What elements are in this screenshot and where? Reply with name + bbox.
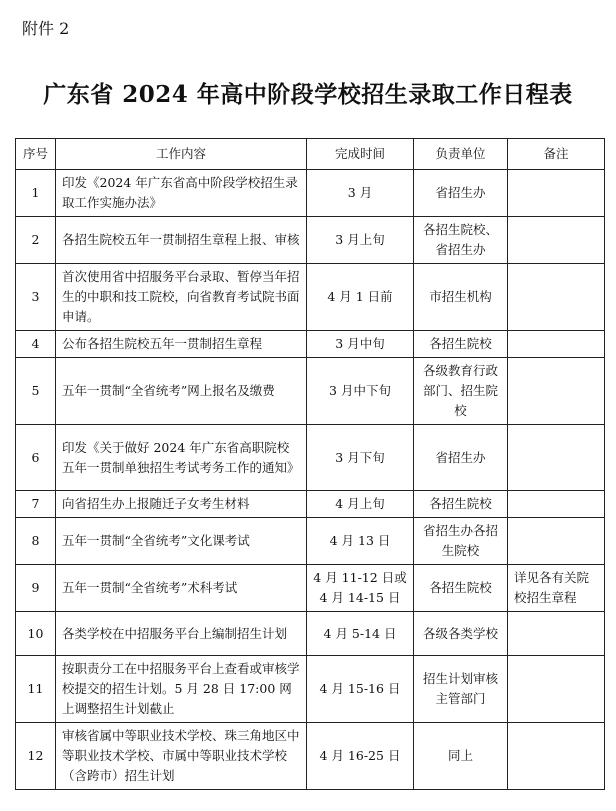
unit-cell: 各级各类学校 xyxy=(414,612,508,656)
schedule-table xyxy=(15,138,605,790)
time-cell: 4 月 15-16 日 xyxy=(307,656,414,723)
table-header-row xyxy=(16,139,605,170)
row-number-cell: 9 xyxy=(16,565,56,612)
unit-cell: 省招生办 xyxy=(414,170,508,217)
content-cell: 印发《2024 年广东省高中阶段学校招生录取工作实施办法》 xyxy=(56,170,307,217)
note-cell xyxy=(508,656,605,723)
table-row xyxy=(16,358,605,425)
note-cell xyxy=(508,264,605,331)
time-cell: 3 月 xyxy=(307,170,414,217)
unit-cell: 同上 xyxy=(414,723,508,790)
note-cell xyxy=(508,491,605,518)
content-cell: 各类学校在中招服务平台上编制招生计划 xyxy=(56,612,307,656)
header-note: 备注 xyxy=(508,139,605,170)
row-number-cell: 5 xyxy=(16,358,56,425)
row-number-cell: 3 xyxy=(16,264,56,331)
note-cell xyxy=(508,612,605,656)
table-row xyxy=(16,723,605,790)
time-cell: 4 月 11-12 日或4 月 14-15 日 xyxy=(307,565,414,612)
header-time: 完成时间 xyxy=(307,139,414,170)
note-cell xyxy=(508,331,605,358)
row-number-cell: 10 xyxy=(16,612,56,656)
table-row xyxy=(16,331,605,358)
content-cell: 五年一贯制“全省统考”文化课考试 xyxy=(56,518,307,565)
unit-cell: 各招生院校、省招生办 xyxy=(414,217,508,264)
table-row xyxy=(16,612,605,656)
table-row xyxy=(16,425,605,491)
table-row xyxy=(16,565,605,612)
time-cell: 4 月 13 日 xyxy=(307,518,414,565)
note-cell xyxy=(508,723,605,790)
content-cell: 印发《关于做好 2024 年广东省高职院校五年一贯制单独招生考试考务工作的通知》 xyxy=(56,425,307,491)
row-number-cell: 8 xyxy=(16,518,56,565)
attachment-label: 附件 2 xyxy=(22,19,70,38)
note-cell xyxy=(508,358,605,425)
unit-cell: 省招生办 xyxy=(414,425,508,491)
table-row xyxy=(16,264,605,331)
unit-cell: 市招生机构 xyxy=(414,264,508,331)
note-cell xyxy=(508,425,605,491)
page-title: 广东省 2024 年高中阶段学校招生录取工作日程表 xyxy=(43,81,573,108)
unit-cell: 各级教育行政部门、招生院校 xyxy=(414,358,508,425)
row-number-cell: 11 xyxy=(16,656,56,723)
note-cell xyxy=(508,518,605,565)
header-content: 工作内容 xyxy=(56,139,307,170)
content-cell: 向省招生办上报随迁子女考生材料 xyxy=(56,491,307,518)
table-row xyxy=(16,217,605,264)
row-number-cell: 6 xyxy=(16,425,56,491)
note-cell: 详见各有关院校招生章程 xyxy=(508,565,605,612)
content-cell: 审核省属中等职业技术学校、珠三角地区中等职业技术学校、市属中等职业技术学校（含跨市）招生计划 xyxy=(56,723,307,790)
content-cell: 首次使用省中招服务平台录取、暂停当年招生的中职和技工院校，向省教育考试院书面申请。 xyxy=(56,264,307,331)
row-number-cell: 12 xyxy=(16,723,56,790)
table-row xyxy=(16,656,605,723)
content-cell: 按职责分工在中招服务平台上查看或审核学校提交的招生计划。5 月 28 日 17:00 网上调整招生计划截止 xyxy=(56,656,307,723)
row-number-cell: 1 xyxy=(16,170,56,217)
time-cell: 4 月 5-14 日 xyxy=(307,612,414,656)
time-cell: 4 月 16-25 日 xyxy=(307,723,414,790)
header-unit: 负责单位 xyxy=(414,139,508,170)
time-cell: 3 月上旬 xyxy=(307,217,414,264)
time-cell: 3 月下旬 xyxy=(307,425,414,491)
content-cell: 各招生院校五年一贯制招生章程上报、审核 xyxy=(56,217,307,264)
note-cell xyxy=(508,217,605,264)
header-no: 序号 xyxy=(16,139,56,170)
row-number-cell: 2 xyxy=(16,217,56,264)
unit-cell: 招生计划审核主管部门 xyxy=(414,656,508,723)
time-cell: 4 月上旬 xyxy=(307,491,414,518)
unit-cell: 各招生院校 xyxy=(414,565,508,612)
note-cell xyxy=(508,170,605,217)
row-number-cell: 7 xyxy=(16,491,56,518)
content-cell: 五年一贯制“全省统考”术科考试 xyxy=(56,565,307,612)
time-cell: 4 月 1 日前 xyxy=(307,264,414,331)
content-cell: 公布各招生院校五年一贯制招生章程 xyxy=(56,331,307,358)
unit-cell: 各招生院校 xyxy=(414,491,508,518)
table-row xyxy=(16,518,605,565)
unit-cell: 省招生办各招生院校 xyxy=(414,518,508,565)
table-row xyxy=(16,491,605,518)
row-number-cell: 4 xyxy=(16,331,56,358)
time-cell: 3 月中下旬 xyxy=(307,358,414,425)
time-cell: 3 月中旬 xyxy=(307,331,414,358)
content-cell: 五年一贯制“全省统考”网上报名及缴费 xyxy=(56,358,307,425)
unit-cell: 各招生院校 xyxy=(414,331,508,358)
table-row xyxy=(16,170,605,217)
